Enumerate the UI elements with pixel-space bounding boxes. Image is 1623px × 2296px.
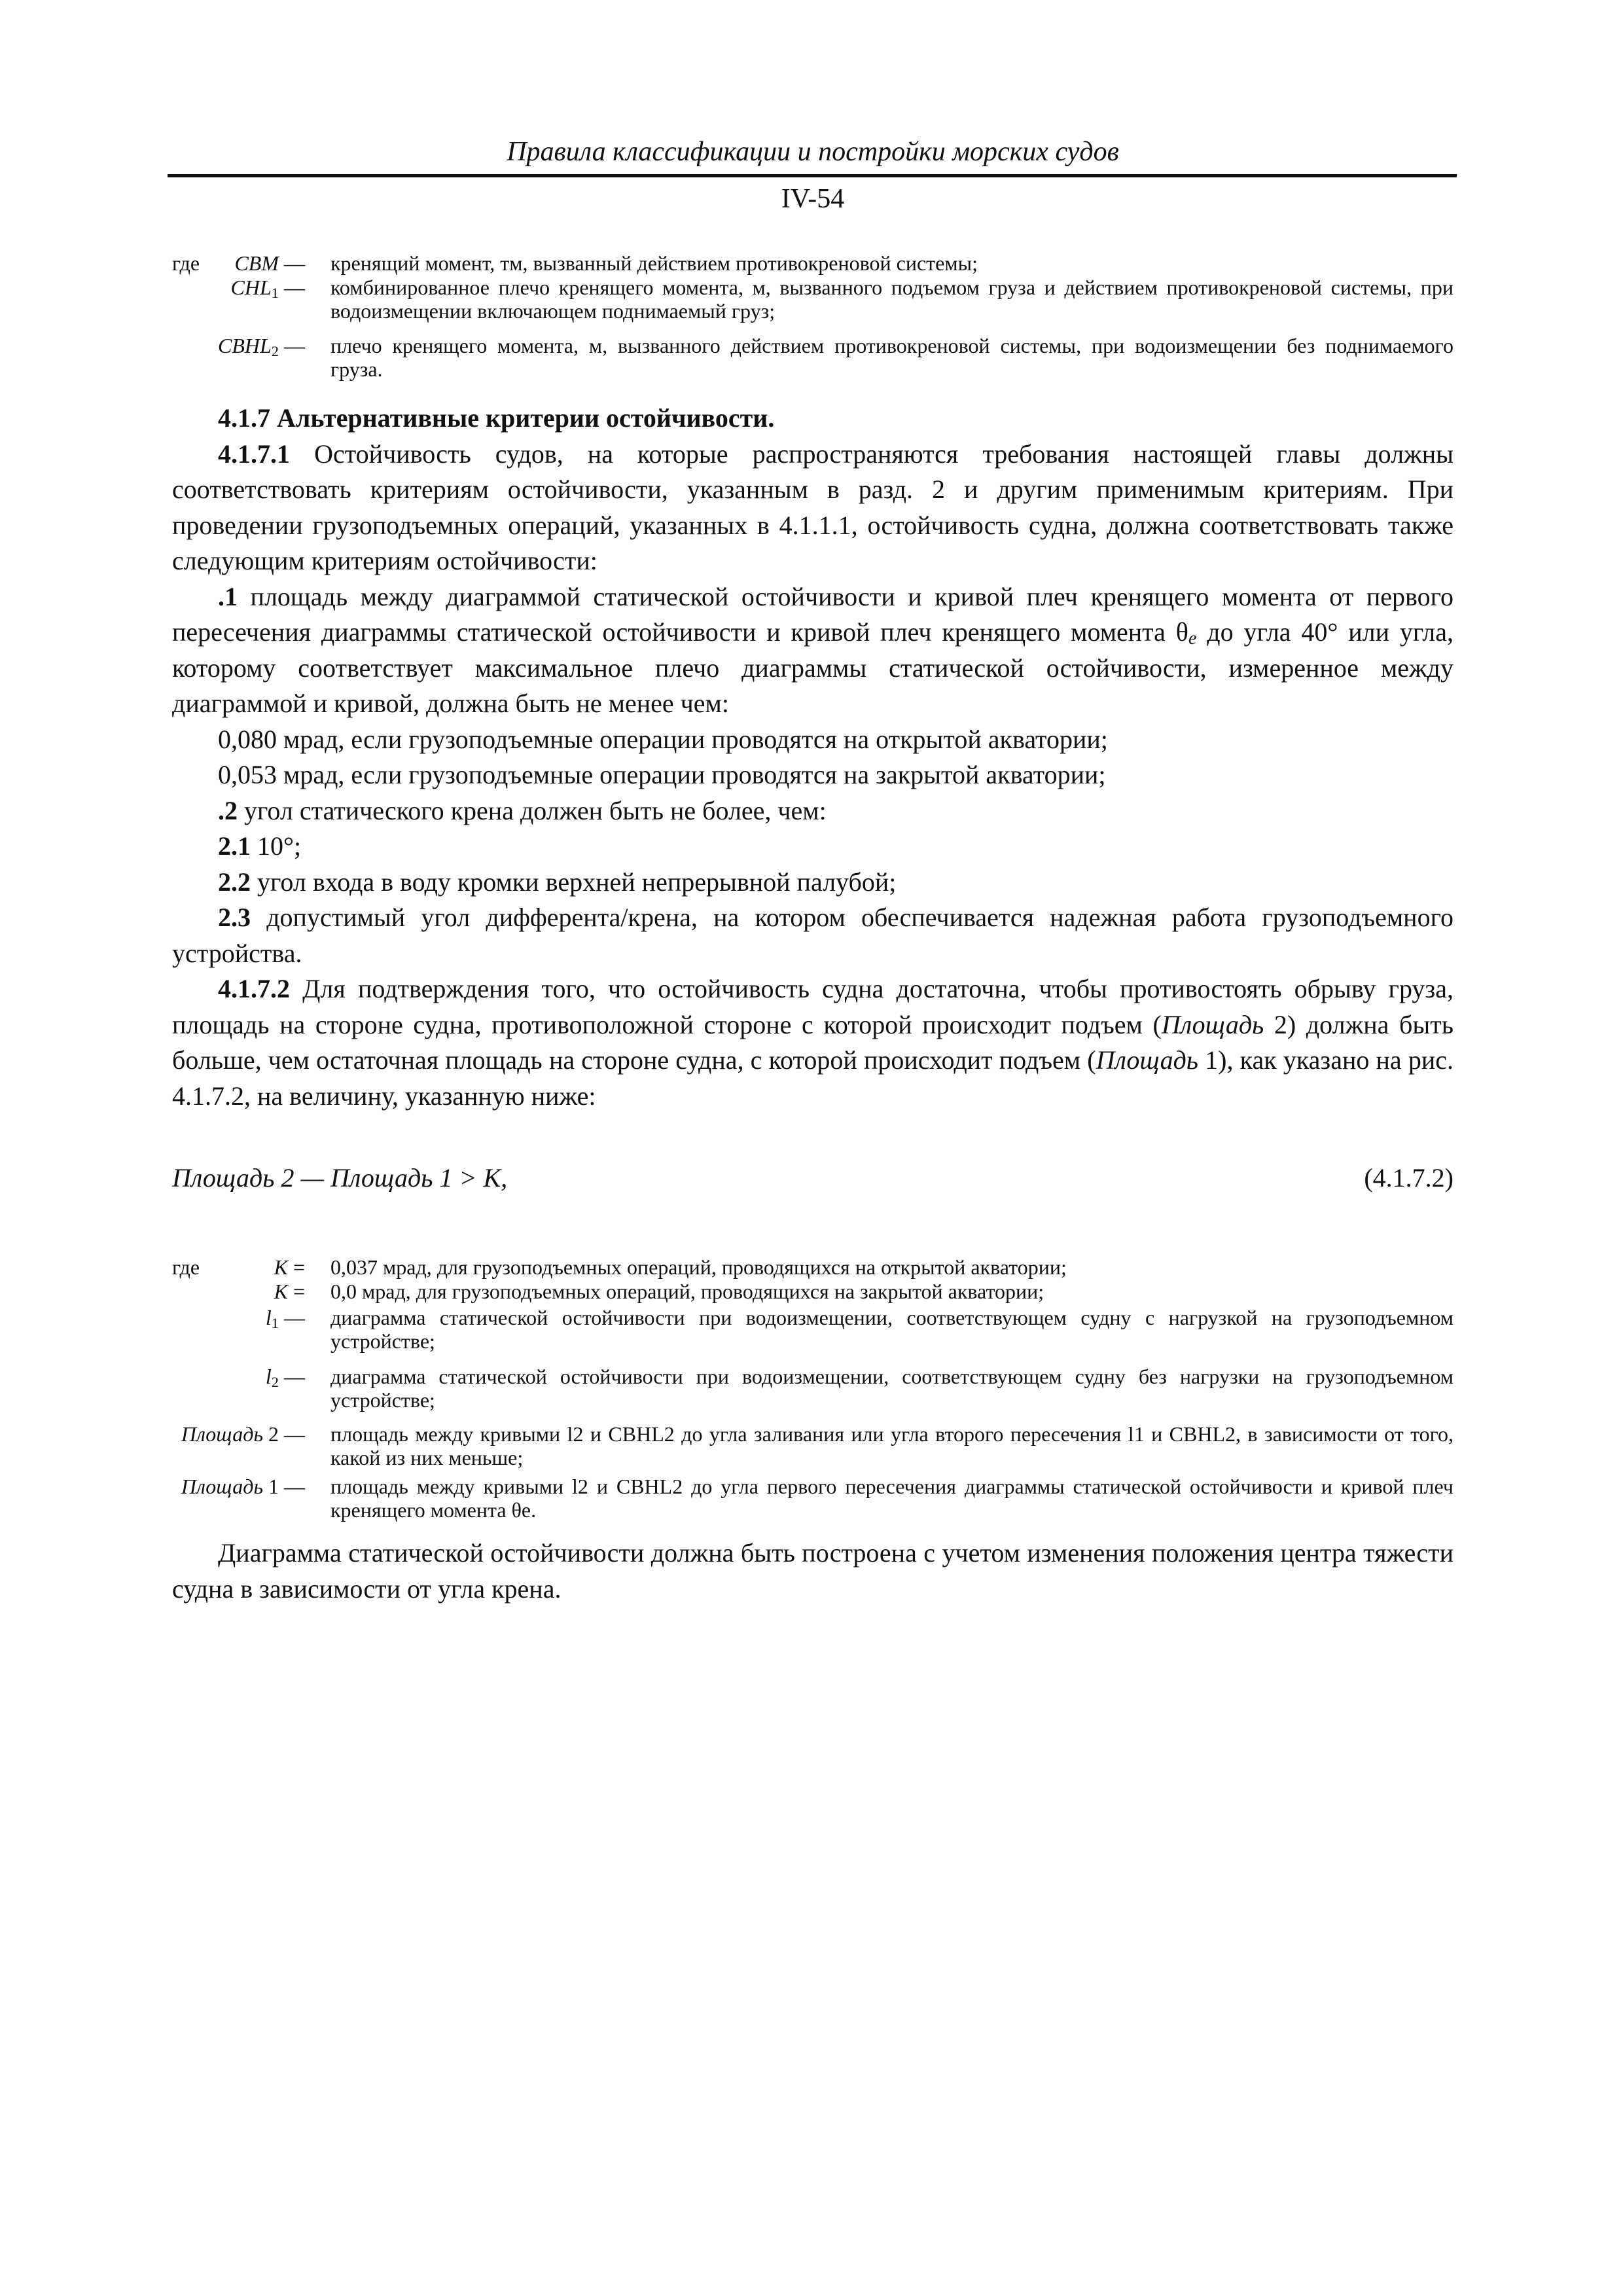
- criterion-2: .2 угол статического крена должен быть не более, чем:: [218, 795, 827, 825]
- header-rule: [168, 174, 1457, 177]
- running-header-title: Правила классификации и постройки морских судов: [507, 137, 1119, 167]
- criterion-2-3: 2.3 допустимый угол дифферента/крена, на котором обеспечивается надежная работа грузоподъемного устройства.: [172, 903, 1454, 968]
- where-line: [172, 1365, 1454, 1412]
- where-line: [172, 1306, 1454, 1353]
- formula-number: (4.1.7.2): [1364, 1163, 1454, 1193]
- symbol-area-1: Площадь 1 —: [181, 1475, 305, 1498]
- symbol-description: 0,0 мрад, для грузоподъемных операций, проводящихся на закрытой акватории;: [330, 1280, 1044, 1303]
- paragraph-4-1-7-1: 4.1.7.1 Остойчивость судов, на которые распространяются требования настоящей главы должны соответствовать критериям остойчивости, указанным в разд. 2 и другим применимым критериям. При проведении грузоподъемных операций, указанных в 4.1.1.1, остойчивость судна, должна соответствовать также следующим критериям остойчивости:: [172, 439, 1454, 575]
- symbol-k: K =: [274, 1255, 305, 1279]
- where-line: [172, 1255, 1454, 1279]
- symbol-cbhl2: $CBHL_2$ —: [218, 334, 305, 359]
- where-line: [172, 1475, 1454, 1522]
- symbol-description: плечо кренящего момента, м, вызванного действием противокреновой системы, при водоизмещении без поднимаемого груза.: [330, 334, 1454, 381]
- symbol-description: кренящий момент, тм, вызванный действием противокреновой системы;: [330, 251, 978, 275]
- symbol-description: диаграмма статической остойчивости при водоизмещении, соответствующем судну с нагрузкой на грузоподъемном устройстве;: [330, 1306, 1454, 1353]
- symbol-description: площадь между кривыми l2 и CBHL2 до угла заливания или угла второго пересечения l1 и CBHL2, в зависимости от того, какой из них меньше;: [330, 1422, 1454, 1469]
- criterion-1: .1 площадь между диаграммой статической остойчивости и кривой плеч кренящего момента от первого пересечения диаграммы статической остойчивости и кривой плеч кренящего момента $\theta_e$ до угла 40° или угла, которому соответствует максимальное плечо диаграммы статической остойчивости, измеренное между диаграммой и кривой, должна быть не менее чем:: [172, 581, 1454, 718]
- symbol-chl1: $CHL_1$ —: [230, 276, 305, 301]
- symbol-k: K =: [274, 1280, 305, 1303]
- symbol-l1: $l_1$ —: [265, 1306, 305, 1331]
- criterion-2-2: 2.2 угол входа в воду кромки верхней непрерывной палубой;: [218, 867, 897, 897]
- where-line: [172, 334, 1454, 381]
- where-label: где: [172, 251, 200, 275]
- symbol-description: площадь между кривыми l2 и CBHL2 до угла первого пересечения диаграммы статической остойчивости и кривой плеч кренящего момента θe.: [330, 1475, 1454, 1522]
- section-heading: 4.1.7 Альтернативные критерии остойчивости.: [218, 403, 775, 433]
- criterion-1-sheltered-water: 0,053 мрад, если грузоподъемные операции проводятся на закрытой акватории;: [218, 760, 1106, 789]
- formula-expression: Площадь 2 — Площадь 1 > K,: [172, 1163, 508, 1193]
- paragraph-4-1-7-2: 4.1.7.2 Для подтверждения того, что остойчивость судна достаточна, чтобы противостоять обрыву груза, площадь на стороне судна, противоположной стороне с которой происходит подъем (Площадь 2) должна быть больше, чем остаточная площадь на стороне судна, с которой происходит подъем (Площадь 1), как указано на рис. 4.1.7.2, на величину, указанную ниже:: [172, 974, 1454, 1111]
- criterion-1-open-water: 0,080 мрад, если грузоподъемные операции проводятся на открытой акватории;: [218, 724, 1108, 754]
- where-line: [172, 1422, 1454, 1469]
- symbol-description: комбинированное плечо кренящего момента, м, вызванного подъемом груза и действием противокреновой системы, при водоизмещении включающем поднимаемый груз;: [330, 276, 1454, 323]
- criterion-2-1: 2.1 10°;: [218, 831, 302, 861]
- closing-paragraph: [172, 1535, 1454, 1607]
- where-line: [172, 1280, 1454, 1303]
- where-label: где: [172, 1255, 200, 1279]
- symbol-area-2: Площадь 2 —: [181, 1422, 305, 1446]
- symbol-description: диаграмма статической остойчивости при водоизмещении, соответствующем судну без нагрузки на грузоподъемном устройстве;: [330, 1365, 1454, 1412]
- symbol-description: 0,037 мрад, для грузоподъемных операций, проводящихся на открытой акватории;: [330, 1255, 1067, 1279]
- page-number: IV-54: [781, 184, 845, 214]
- section-body: [172, 401, 1454, 1114]
- symbol-l2: $l_2$ —: [265, 1365, 305, 1390]
- where-line: [172, 276, 1454, 323]
- formula-4-1-7-2: [172, 1162, 1454, 1194]
- symbol-cbm: CBM —: [234, 251, 305, 275]
- closing-text: Диаграмма статической остойчивости должна быть построена с учетом изменения положения центра тяжести судна в зависимости от угла крена.: [172, 1538, 1454, 1604]
- where-line: [172, 251, 1454, 275]
